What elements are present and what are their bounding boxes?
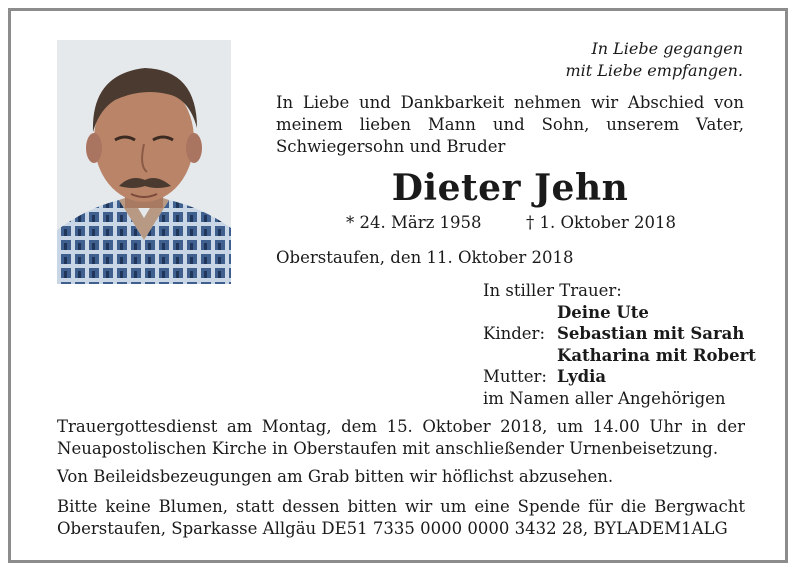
condolence-note: Von Beileidsbezeugungen am Grab bitten wir höflichst abzusehen. [57, 467, 614, 486]
spouse-name: Deine Ute [557, 302, 649, 322]
children-label: Kinder: [483, 324, 546, 344]
spacer [483, 345, 557, 367]
intro-text: In Liebe und Dankbarkeit nehmen wir Abschied von meinem lieben Mann und Sohn, unserem Vater, Schwiegersohn und Bruder [276, 93, 744, 156]
mourners-closing: im Namen aller Angehörigen [483, 388, 726, 408]
mourners-block [483, 280, 756, 410]
mother-label: Mutter: [483, 367, 547, 387]
notice-body [57, 416, 745, 540]
motto [483, 38, 743, 82]
mourners-heading: In stiller Trauer: [483, 281, 622, 300]
motto-line-2: mit Liebe empfangen. [565, 61, 743, 80]
donation-note: Bitte keine Blumen, statt dessen bitten wir um eine Spende für die Bergwacht Oberstaufen, Sparkasse Allgäu DE51 7335 0000 0000 3432 28, BYLADEM1ALG [57, 497, 745, 538]
motto-line-1: In Liebe gegangen [591, 39, 743, 58]
child-name: Sebastian mit Sarah [557, 324, 745, 344]
spacer [483, 302, 557, 324]
child-name: Katharina mit Robert [557, 345, 756, 365]
service-info: Trauergottesdienst am Montag, dem 15. Oktober 2018, um 14.00 Uhr in der Neuapostolischen Kirche in Oberstaufen mit anschließender Urnenbeisetzung. [57, 417, 745, 458]
death-date: † 1. Oktober 2018 [525, 213, 676, 232]
birth-date: * 24. März 1958 [346, 213, 482, 232]
mother-name: Lydia [557, 367, 607, 387]
deceased-name: Dieter Jehn [391, 167, 629, 209]
place-and-date: Oberstaufen, den 11. Oktober 2018 [276, 248, 574, 267]
portrait-photo [57, 40, 231, 284]
life-dates [346, 212, 676, 234]
